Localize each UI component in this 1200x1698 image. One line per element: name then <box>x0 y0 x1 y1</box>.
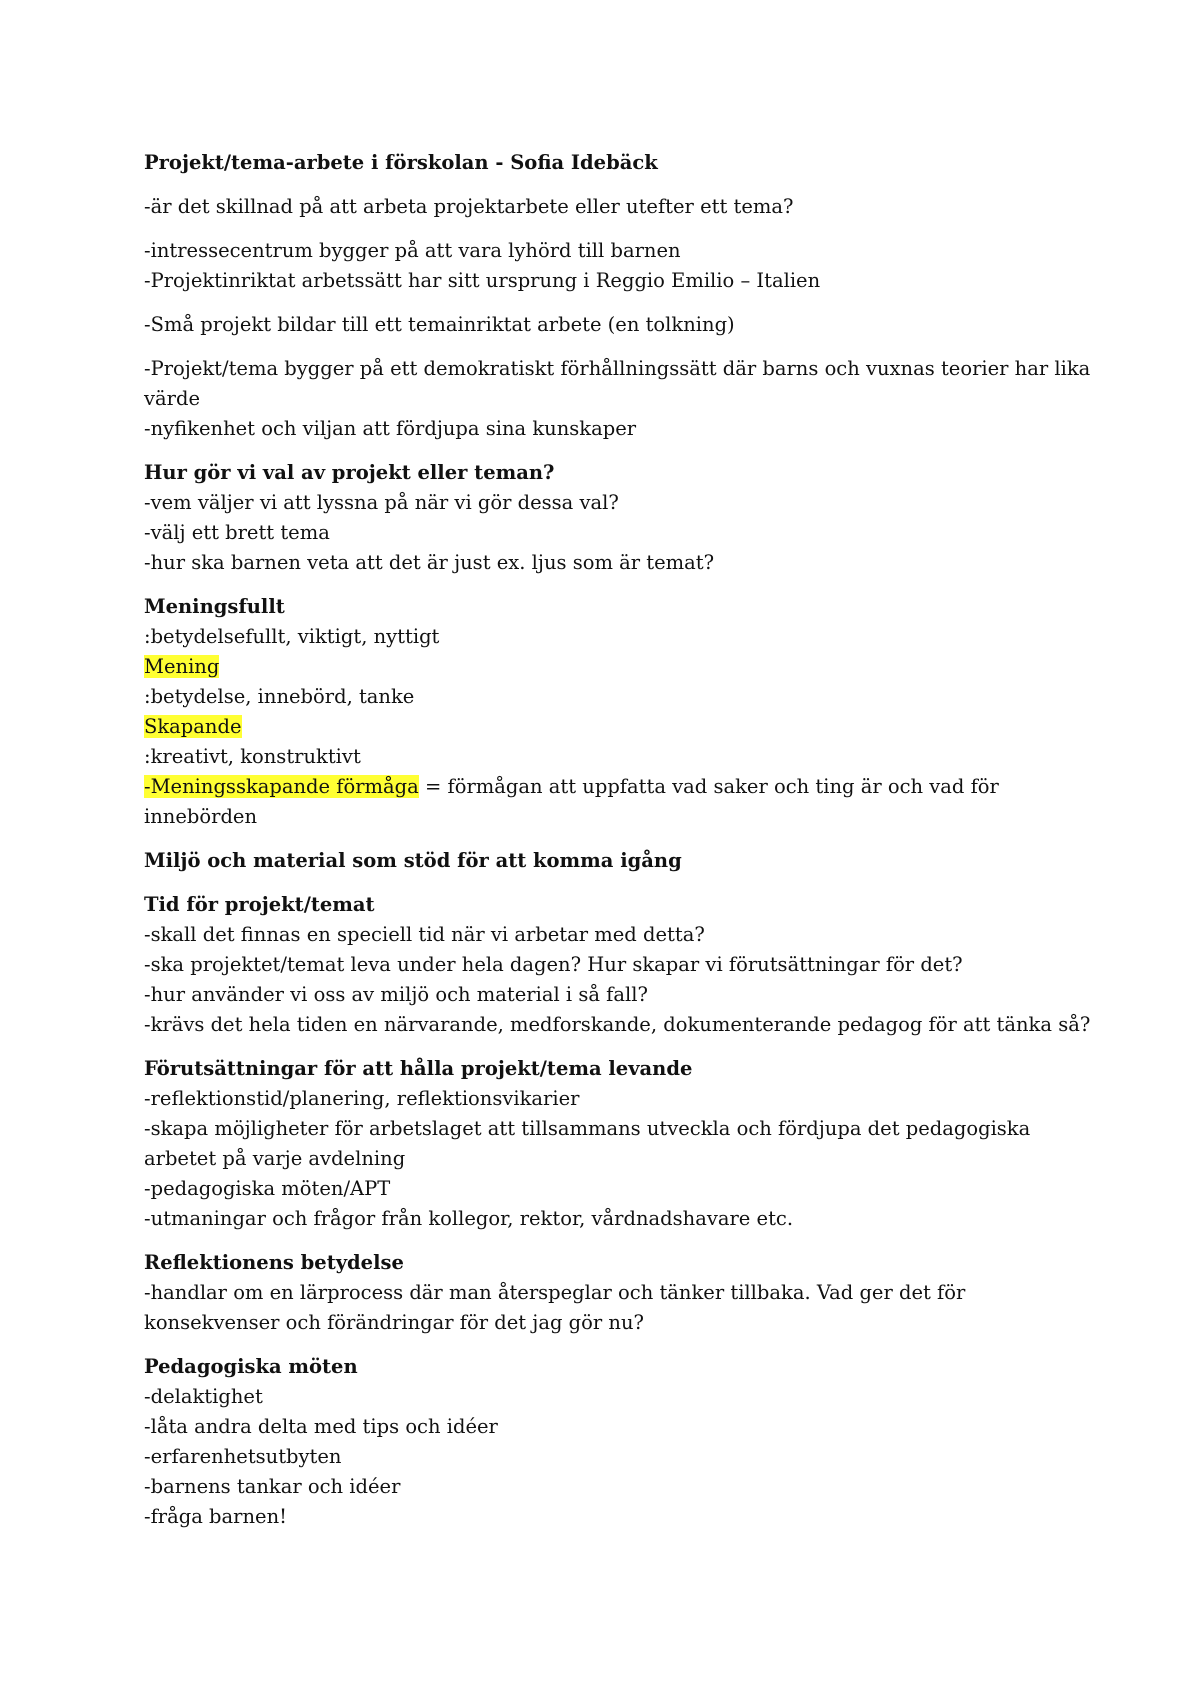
text-line: -välj ett brett tema <box>144 521 330 544</box>
conditions-section <box>144 1054 1074 1234</box>
title-block <box>144 148 1074 178</box>
text-line: -vem väljer vi att lyssna på när vi gör dessa val? <box>144 491 619 514</box>
document-title: Projekt/tema-arbete i förskolan - Sofia Idebäck <box>144 151 658 174</box>
text-line: -låta andra delta med tips och idéer <box>144 1415 498 1438</box>
section-heading: Meningsfullt <box>144 595 285 618</box>
highlighted-term: -Meningsskapande förmåga <box>144 775 419 798</box>
text-line <box>144 652 1074 682</box>
text-line: -reflektionstid/planering, reflektionsvikarier <box>144 1087 580 1110</box>
text-line: -utmaningar och frågor från kollegor, rektor, vårdnadshavare etc. <box>144 1207 794 1230</box>
text-line: -hur använder vi oss av miljö och material i så fall? <box>144 983 648 1006</box>
text-line: -Små projekt bildar till ett temainriktat arbete (en tolkning) <box>144 313 735 336</box>
text-line: -Projekt/tema bygger på ett demokratiskt förhållningssätt där barns och vuxnas teorier har lika <box>144 357 1091 380</box>
section-heading: Tid för projekt/temat <box>144 893 375 916</box>
intro-origin-paragraph <box>144 236 1074 296</box>
section-heading: Pedagogiska möten <box>144 1355 358 1378</box>
text-line: -krävs det hela tiden en närvarande, medforskande, dokumenterande pedagog för att tänka så? <box>144 1013 1091 1036</box>
text-line: -handlar om en lärprocess där man återspeglar och tänker tillbaka. Vad ger det för <box>144 1281 966 1304</box>
text-line: -intressecentrum bygger på att vara lyhörd till barnen <box>144 239 681 262</box>
time-section <box>144 890 1091 1040</box>
text-line: -barnens tankar och idéer <box>144 1475 401 1498</box>
text-line: konsekvenser och förändringar för det jag gör nu? <box>144 1311 644 1334</box>
text-line: innebörden <box>144 805 258 828</box>
reflection-section <box>144 1248 1074 1338</box>
text-line: -hur ska barnen veta att det är just ex. ljus som är temat? <box>144 551 715 574</box>
highlighted-term: Mening <box>144 655 220 678</box>
definition-text: = förmågan att uppfatta vad saker och ting är och vad för <box>418 775 999 798</box>
intro-small-projects-paragraph <box>144 310 1074 340</box>
text-line: -skall det finnas en speciell tid när vi arbetar med detta? <box>144 923 705 946</box>
highlighted-term: Skapande <box>144 715 242 738</box>
section-heading: Hur gör vi val av projekt eller teman? <box>144 461 555 484</box>
text-line: -Projektinriktat arbetssätt har sitt ursprung i Reggio Emilio – Italien <box>144 269 821 292</box>
text-line: -fråga barnen! <box>144 1505 287 1528</box>
text-line: -ska projektet/temat leva under hela dagen? Hur skapar vi förutsättningar för det? <box>144 953 963 976</box>
document-page <box>144 148 1091 1546</box>
text-line: -erfarenhetsutbyten <box>144 1445 342 1468</box>
text-line <box>144 772 1074 802</box>
choice-section <box>144 458 1074 578</box>
intro-democracy-paragraph <box>144 354 1091 444</box>
text-line: -nyfikenhet och viljan att fördjupa sina kunskaper <box>144 417 637 440</box>
text-line: -skapa möjligheter för arbetslaget att tillsammans utveckla och fördjupa det pedagogiska <box>144 1117 1031 1140</box>
section-heading: Reflektionens betydelse <box>144 1251 404 1274</box>
text-line: -är det skillnad på att arbeta projektarbete eller utefter ett tema? <box>144 195 794 218</box>
intro-question-paragraph <box>144 192 1074 222</box>
text-line: -delaktighet <box>144 1385 263 1408</box>
text-line <box>144 712 1074 742</box>
meaning-section <box>144 592 1074 832</box>
text-line: arbetet på varje avdelning <box>144 1147 406 1170</box>
text-line: :kreativt, konstruktivt <box>144 745 361 768</box>
section-heading: Miljö och material som stöd för att komma igång <box>144 849 682 872</box>
environment-section <box>144 846 1074 876</box>
meetings-section <box>144 1352 1074 1532</box>
section-heading: Förutsättningar för att hålla projekt/tema levande <box>144 1057 693 1080</box>
text-line: värde <box>144 387 200 410</box>
text-line: -pedagogiska möten/APT <box>144 1177 391 1200</box>
text-line: :betydelse, innebörd, tanke <box>144 685 415 708</box>
text-line: :betydelsefullt, viktigt, nyttigt <box>144 625 440 648</box>
